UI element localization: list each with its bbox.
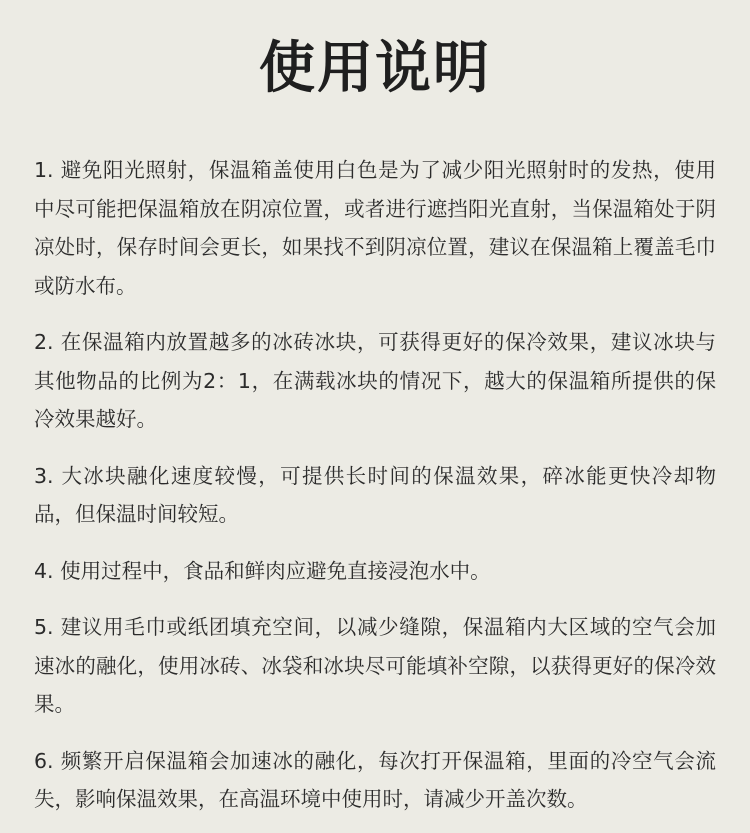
instruction-item-3: 3. 大冰块融化速度较慢，可提供长时间的保温效果，碎冰能更快冷却物品，但保温时间较短。 (34, 463, 716, 526)
instruction-item-1: 1. 避免阳光照射，保温箱盖使用白色是为了减少阳光照射时的发热，使用中尽可能把保温箱放在阴凉位置，或者进行遮挡阳光直射，当保温箱处于阴凉处时，保存时间会更长，如果找不到阴凉位置，建议在保温箱上覆盖毛巾或防水布。 (34, 158, 716, 298)
instruction-item-6: 6. 频繁开启保温箱会加速冰的融化，每次打开保温箱，里面的冷空气会流失，影响保温效果，在高温环境中使用时，请减少开盖次数。 (34, 748, 716, 811)
instruction-item-4: 4. 使用过程中，食品和鲜肉应避免直接浸泡水中。 (34, 558, 491, 583)
instruction-item-2: 2. 在保温箱内放置越多的冰砖冰块，可获得更好的保冷效果，建议冰块与其他物品的比例为2：1，在满载冰块的情况下，越大的保温箱所提供的保冷效果越好。 (34, 330, 716, 431)
instructions-list (34, 151, 716, 819)
instruction-item-5: 5. 建议用毛巾或纸团填充空间，以减少缝隙，保温箱内大区域的空气会加速冰的融化，使用冰砖、冰袋和冰块尽可能填补空隙，以获得更好的保冷效果。 (34, 615, 716, 716)
page-title: 使用说明 (259, 36, 491, 101)
